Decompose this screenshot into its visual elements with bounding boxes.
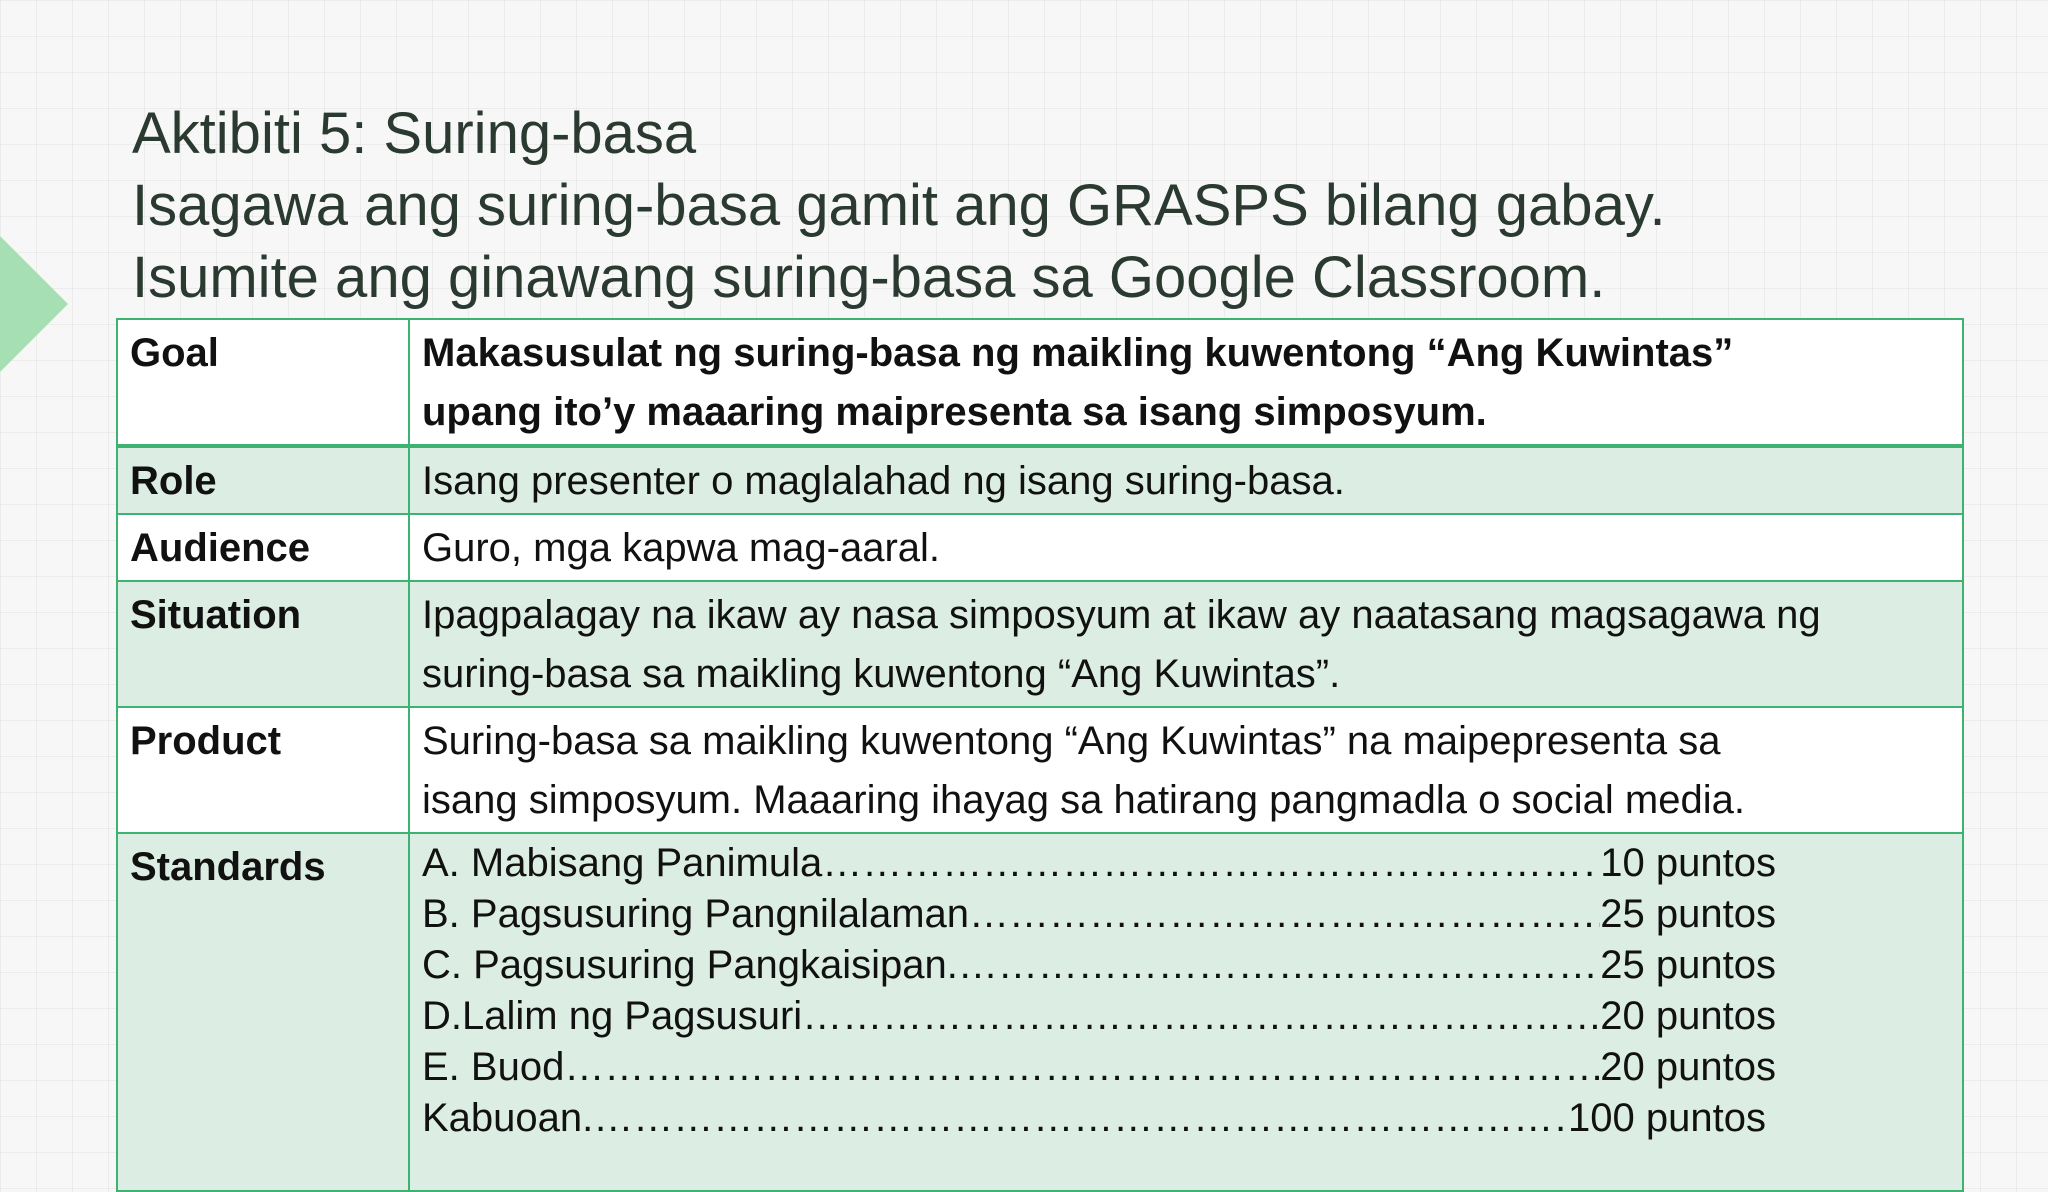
table-row-product	[117, 707, 1963, 833]
dot-leader	[969, 889, 1600, 940]
activity-title: Aktibiti 5: Suring-basa	[132, 101, 697, 166]
product-text-line-1: Suring-basa sa maikling kuwentong “Ang Kuwintas” na maipepresenta sa	[422, 719, 1721, 763]
table-row-standards	[117, 833, 1963, 1191]
standard-item	[422, 889, 1776, 940]
situation-text	[409, 581, 1963, 707]
table-row-role	[117, 446, 1963, 514]
standard-name: C. Pagsusuring Pangkaisipan.	[422, 943, 958, 987]
dot-leader	[822, 838, 1600, 889]
situation-text-line-2: suring-basa sa maikling kuwentong “Ang Kuwintas”.	[422, 652, 1341, 696]
situation-label: Situation	[117, 581, 409, 707]
standard-name: A. Mabisang Panimula	[422, 841, 823, 885]
standards-list	[422, 838, 1950, 1144]
standard-name: D.Lalim ng Pagsusuri	[422, 994, 803, 1038]
product-text-line-2: isang simposyum. Maaaring ihayag sa hatirang pangmadla o social media.	[422, 778, 1745, 822]
instruction-line-1: Isagawa ang suring-basa gamit ang GRASPS bilang gabay.	[132, 173, 1666, 238]
goal-label: Goal	[117, 319, 409, 446]
dot-leader	[958, 940, 1600, 991]
slide-title	[132, 98, 1992, 314]
standard-name: B. Pagsusuring Pangnilalaman	[422, 892, 970, 936]
table-row-audience	[117, 514, 1963, 581]
standard-item	[422, 991, 1776, 1042]
table-row-situation	[117, 581, 1963, 707]
goal-text	[409, 319, 1963, 446]
goal-text-line-2: upang ito’y maaaring maipresenta sa isang simposyum.	[422, 390, 1487, 434]
standard-points: 20 puntos	[1600, 994, 1776, 1038]
standards-list-cell	[409, 833, 1963, 1191]
audience-text: Guro, mga kapwa mag-aaral.	[409, 514, 1963, 581]
standards-label: Standards	[117, 833, 409, 1191]
standard-total	[422, 1093, 1766, 1144]
standard-points: 10 puntos	[1600, 841, 1776, 885]
standard-points: 25 puntos	[1600, 892, 1776, 936]
table-row-goal	[117, 319, 1963, 446]
dot-leader	[802, 991, 1600, 1042]
standard-item	[422, 838, 1776, 889]
dot-leader	[564, 1042, 1600, 1093]
instruction-line-2: Isumite ang ginawang suring-basa sa Google Classroom.	[132, 245, 1606, 310]
standard-points: 25 puntos	[1600, 943, 1776, 987]
total-name: Kabuoan.	[422, 1096, 594, 1140]
standard-name: E. Buod	[422, 1045, 565, 1089]
decorative-arrow-shape	[0, 236, 68, 372]
product-text	[409, 707, 1963, 833]
audience-label: Audience	[117, 514, 409, 581]
situation-text-line-1: Ipagpalagay na ikaw ay nasa simposyum at ikaw ay naatasang magsagawa ng	[422, 593, 1821, 637]
standard-item	[422, 1042, 1776, 1093]
role-label: Role	[117, 446, 409, 514]
grasps-table	[116, 318, 1964, 1192]
product-label: Product	[117, 707, 409, 833]
total-points: 100 puntos	[1568, 1096, 1766, 1140]
standard-item	[422, 940, 1776, 991]
goal-text-line-1: Makasusulat ng suring-basa ng maikling kuwentong “Ang Kuwintas”	[422, 331, 1734, 375]
role-text: Isang presenter o maglalahad ng isang suring-basa.	[409, 446, 1963, 514]
standard-points: 20 puntos	[1600, 1045, 1776, 1089]
dot-leader	[593, 1093, 1568, 1144]
